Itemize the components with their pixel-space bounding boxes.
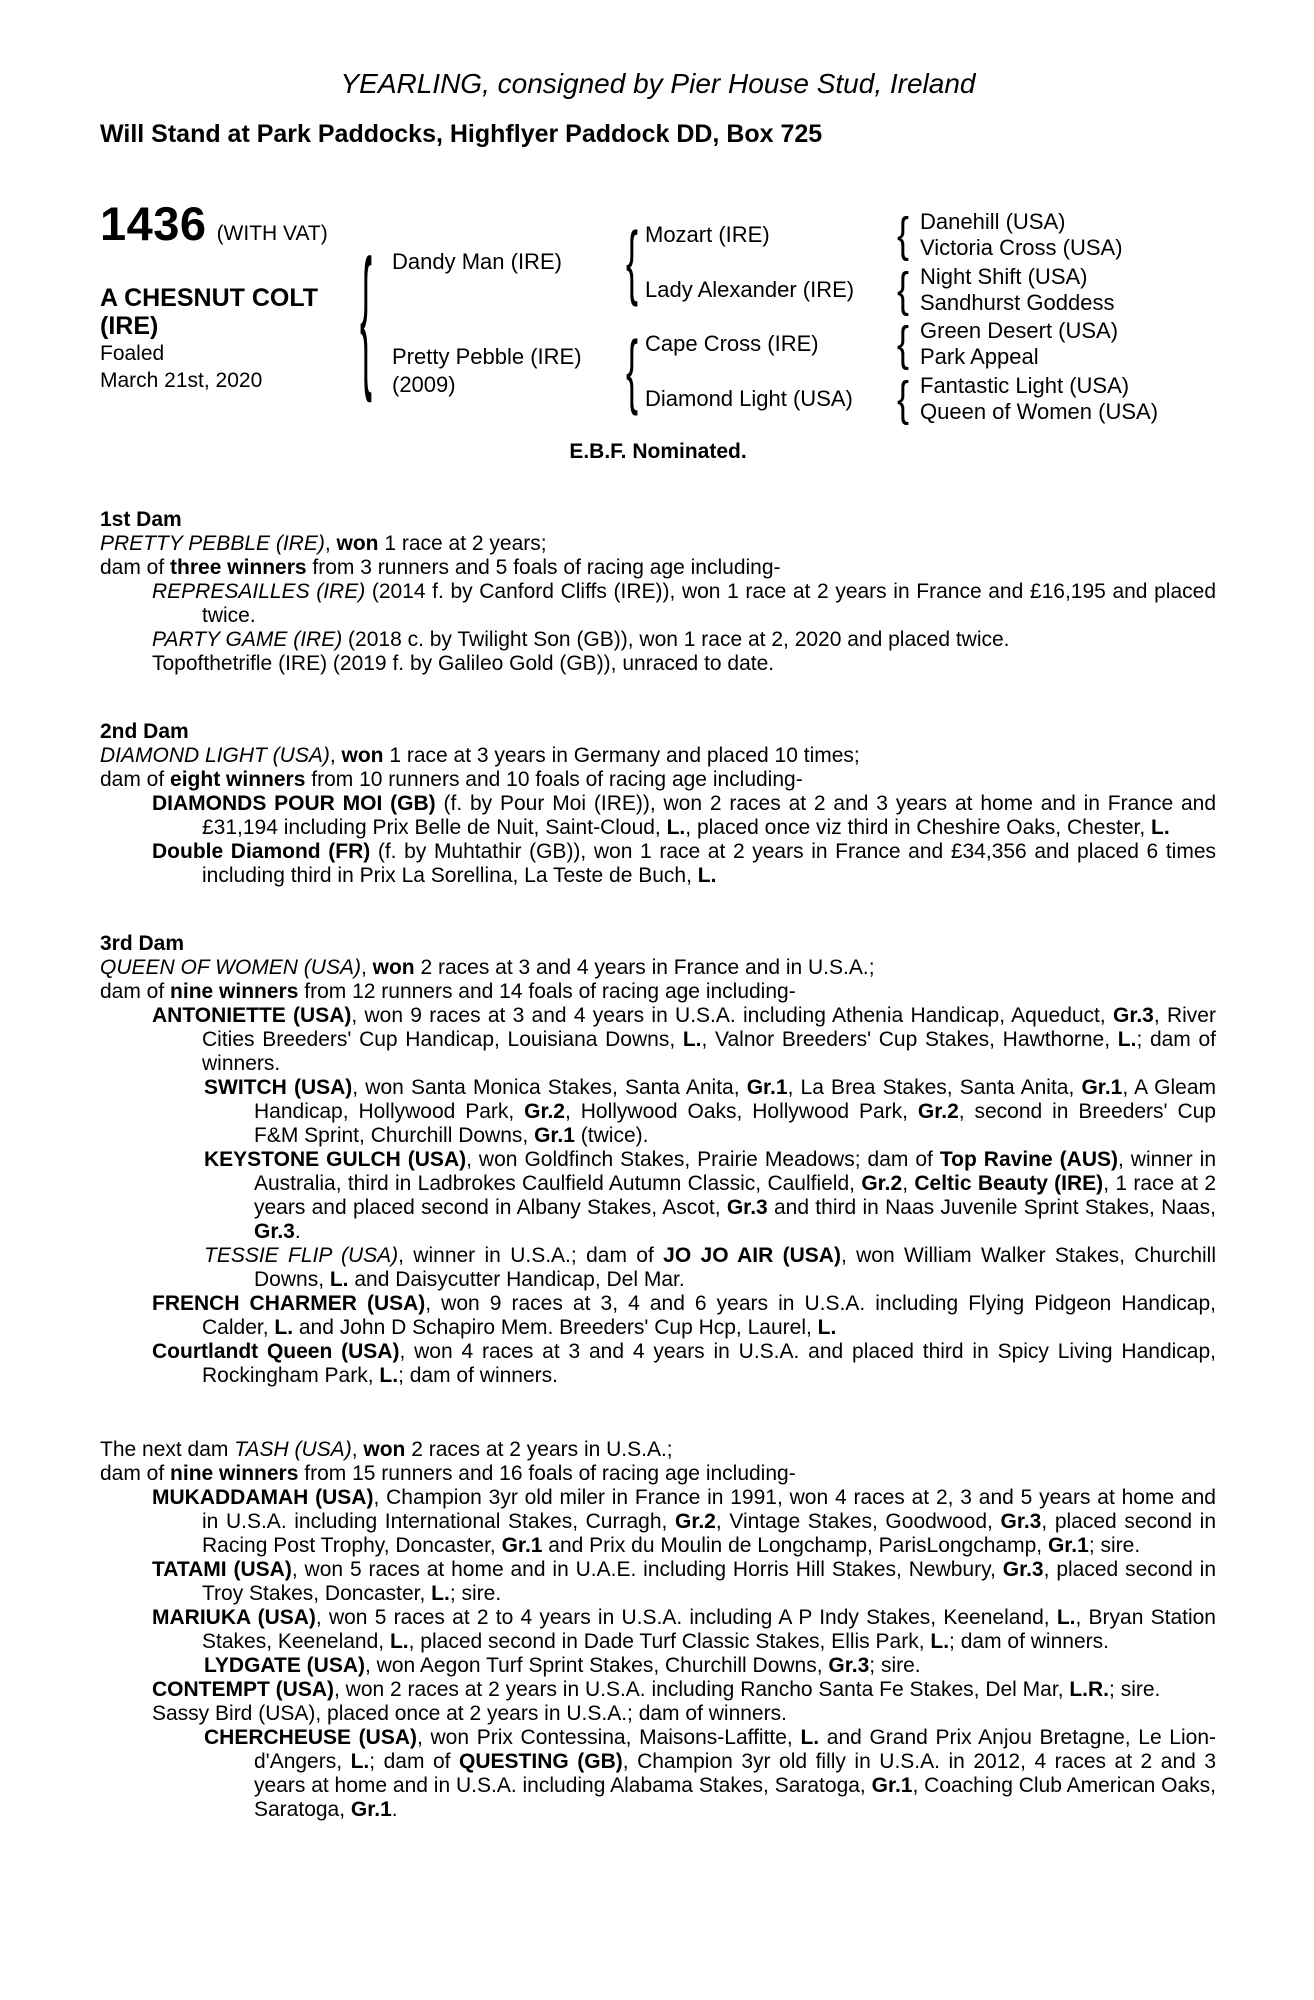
pedigree-paragraph: PRETTY PEBBLE (IRE), won 1 race at 2 years; bbox=[100, 532, 547, 555]
foaled-label: Foaled bbox=[100, 342, 165, 365]
pedigree-brace: { bbox=[896, 315, 910, 371]
great-grandparent-name: Fantastic Light (USA) bbox=[920, 373, 1130, 398]
pedigree-paragraph: The next dam TASH (USA), won 2 races at 2 years in U.S.A.; bbox=[100, 1438, 673, 1461]
pedigree-paragraph: Topofthetrifle (IRE) (2019 f. by Galileo Gold (GB)), unraced to date. bbox=[152, 652, 775, 675]
ebf-nominated-line: E.B.F. Nominated. bbox=[569, 440, 747, 463]
pedigree-paragraph: dam of nine winners from 15 runners and 16 foals of racing age including- bbox=[100, 1462, 796, 1485]
vat-note: (WITH VAT) bbox=[216, 222, 328, 245]
dam-section bbox=[100, 1438, 1216, 1822]
grandparent-name: Mozart (IRE) bbox=[645, 222, 770, 247]
pedigree-paragraph: REPRESAILLES (IRE) (2014 f. by Canford Cliffs (IRE)), won 1 race at 2 years in France and £16,195 and placed twice. bbox=[152, 580, 1216, 627]
pedigree-brace: { bbox=[625, 322, 639, 417]
pedigree-paragraph: MUKADDAMAH (USA), Champion 3yr old miler in France in 1991, won 4 races at 2, 3 and 5 years at home and in U.S.A. including International Stakes, Curragh, Gr.2, Vintage Stakes, Goodwood, Gr.3, placed second in Racing Post Trophy, Doncaster, Gr.1 and Prix du Moulin de Longchamp, ParisLongchamp, Gr.1; sire. bbox=[152, 1486, 1217, 1557]
dam-sections bbox=[100, 508, 1216, 1822]
pedigree-paragraph: LYDGATE (USA), won Aegon Turf Sprint Stakes, Churchill Downs, Gr.3; sire. bbox=[204, 1654, 921, 1677]
dam-section bbox=[100, 508, 1216, 676]
pedigree-paragraph: QUEEN OF WOMEN (USA), won 2 races at 3 and 4 years in France and in U.S.A.; bbox=[100, 956, 875, 979]
foaled-date: March 21st, 2020 bbox=[100, 369, 263, 392]
grandparent-name: Cape Cross (IRE) bbox=[645, 331, 819, 356]
dam-heading: 2nd Dam bbox=[100, 720, 189, 743]
pedigree-brace: { bbox=[896, 206, 910, 262]
pedigree-paragraph: PARTY GAME (IRE) (2018 c. by Twilight Son (GB)), won 1 race at 2, 2020 and placed twice. bbox=[152, 628, 1010, 651]
lot-header bbox=[100, 197, 328, 250]
pedigree-paragraph: CHERCHEUSE (USA), won Prix Contessina, Maisons-Laffitte, L. and Grand Prix Anjou Bretagne, Le Lion-d'Angers, L.; dam of QUESTING (GB), Champion 3yr old filly in U.S.A. in 2012, 4 races at 2 and 3 years at home and in U.S.A. including Alabama Stakes, Saratoga, Gr.1, Coaching Club American Oaks, Saratoga, Gr.1. bbox=[204, 1726, 1216, 1821]
dam-section bbox=[100, 720, 1216, 888]
great-grandparent-name: Green Desert (USA) bbox=[920, 318, 1119, 343]
pedigree-paragraph: TATAMI (USA), won 5 races at home and in U.A.E. including Horris Hill Stakes, Newbury, Gr.3, placed second in Troy Stakes, Doncaster, L.; sire. bbox=[152, 1558, 1216, 1605]
dam-heading: 1st Dam bbox=[100, 508, 182, 531]
pedigree-paragraph: KEYSTONE GULCH (USA), won Goldfinch Stakes, Prairie Meadows; dam of Top Ravine (AUS), winner in Australia, third in Ladbrokes Caulfield Autumn Classic, Caulfield, Gr.2, Celtic Beauty (IRE), 1 race at 2 years and placed second in Albany Stakes, Ascot, Gr.3 and third in Naas Juvenile Sprint Stakes, Naas, Gr.3. bbox=[204, 1148, 1217, 1243]
horse-country-suffix: (IRE) bbox=[100, 312, 159, 340]
horse-description bbox=[100, 284, 318, 394]
stand-location-line: Will Stand at Park Paddocks, Highflyer Paddock DD, Box 725 bbox=[100, 120, 823, 148]
grandparent-name: Lady Alexander (IRE) bbox=[645, 277, 855, 302]
great-grandparent-name: Park Appeal bbox=[920, 344, 1039, 369]
pedigree-brace: { bbox=[359, 225, 373, 405]
pedigree-paragraph: ANTONIETTE (USA), won 9 races at 3 and 4 years in U.S.A. including Athenia Handicap, Aqueduct, Gr.3, River Cities Breeders' Cup Handicap, Louisiana Downs, L., Valnor Breeders' Cup Stakes, Hawthorne, L.; dam of winners. bbox=[152, 1004, 1217, 1075]
great-grandparent-name: Sandhurst Goddess bbox=[920, 290, 1115, 315]
great-grandparent-name: Night Shift (USA) bbox=[920, 264, 1088, 289]
dam-section bbox=[100, 932, 1216, 1388]
pedigree-paragraph: DIAMONDS POUR MOI (GB) (f. by Pour Moi (IRE)), won 2 races at 2 and 3 years at home and in France and £31,194 including Prix Belle de Nuit, Saint-Cloud, L., placed once viz third in Cheshire Oaks, Chester, L. bbox=[152, 792, 1216, 839]
pedigree-paragraph: Sassy Bird (USA), placed once at 2 years in U.S.A.; dam of winners. bbox=[152, 1702, 787, 1725]
pedigree-paragraph: FRENCH CHARMER (USA), won 9 races at 3, 4 and 6 years in U.S.A. including Flying Pidgeon Handicap, Calder, L. and John D Schapiro Mem. Breeders' Cup Hcp, Laurel, L. bbox=[152, 1292, 1216, 1339]
sire-name: Dandy Man (IRE) bbox=[392, 249, 562, 274]
pedigree-brace: { bbox=[625, 213, 639, 308]
pedigree-brace: { bbox=[896, 261, 910, 317]
dam-name: Pretty Pebble (IRE) bbox=[392, 344, 582, 369]
pedigree-paragraph: MARIUKA (USA), won 5 races at 2 to 4 years in U.S.A. including A P Indy Stakes, Keeneland, L., Bryan Station Stakes, Keeneland, L., placed second in Dade Turf Classic Stakes, Ellis Park, L.; dam of winners. bbox=[152, 1606, 1216, 1653]
pedigree-paragraph: dam of nine winners from 12 runners and 14 foals of racing age including- bbox=[100, 980, 796, 1003]
pedigree-paragraph: TESSIE FLIP (USA), winner in U.S.A.; dam of JO JO AIR (USA), won William Walker Stakes, Churchill Downs, L. and Daisycutter Handicap, Del Mar. bbox=[204, 1244, 1216, 1291]
dam-year: (2009) bbox=[392, 372, 456, 397]
pedigree-paragraph: DIAMOND LIGHT (USA), won 1 race at 3 years in Germany and placed 10 times; bbox=[100, 744, 860, 767]
great-grandparent-name: Danehill (USA) bbox=[920, 209, 1066, 234]
page-title: YEARLING, consigned by Pier House Stud, Ireland bbox=[340, 68, 976, 99]
lot-number: 1436 bbox=[100, 197, 207, 250]
great-grandparent-name: Victoria Cross (USA) bbox=[920, 235, 1123, 260]
pedigree-paragraph: dam of three winners from 3 runners and 5 foals of racing age including- bbox=[100, 556, 781, 579]
pedigree-paragraph: dam of eight winners from 10 runners and 10 foals of racing age including- bbox=[100, 768, 803, 791]
horse-name: A CHESNUT COLT bbox=[100, 284, 319, 312]
great-grandparent-name: Queen of Women (USA) bbox=[920, 399, 1159, 424]
pedigree-paragraph: Courtlandt Queen (USA), won 4 races at 3 and 4 years in U.S.A. and placed third in Spicy Living Handicap, Rockingham Park, L.; dam of winners. bbox=[152, 1340, 1216, 1387]
pedigree-paragraph: CONTEMPT (USA), won 2 races at 2 years in U.S.A. including Rancho Santa Fe Stakes, Del Mar, L.R.; sire. bbox=[152, 1678, 1161, 1701]
pedigree-brace: { bbox=[896, 370, 910, 426]
pedigree-paragraph: SWITCH (USA), won Santa Monica Stakes, Santa Anita, Gr.1, La Brea Stakes, Santa Anita, Gr.1, A Gleam Handicap, Hollywood Park, Gr.2, Hollywood Oaks, Hollywood Park, Gr.2, second in Breeders' Cup F&M Sprint, Churchill Downs, Gr.1 (twice). bbox=[204, 1076, 1217, 1147]
grandparent-name: Diamond Light (USA) bbox=[645, 386, 853, 411]
pedigree-text bbox=[100, 440, 1216, 1822]
pedigree-paragraph: Double Diamond (FR) (f. by Muhtathir (GB)), won 1 race at 2 years in France and £34,356 and placed 6 times including third in Prix La Sorellina, La Teste de Buch, L. bbox=[152, 840, 1216, 887]
dam-heading: 3rd Dam bbox=[100, 932, 185, 955]
